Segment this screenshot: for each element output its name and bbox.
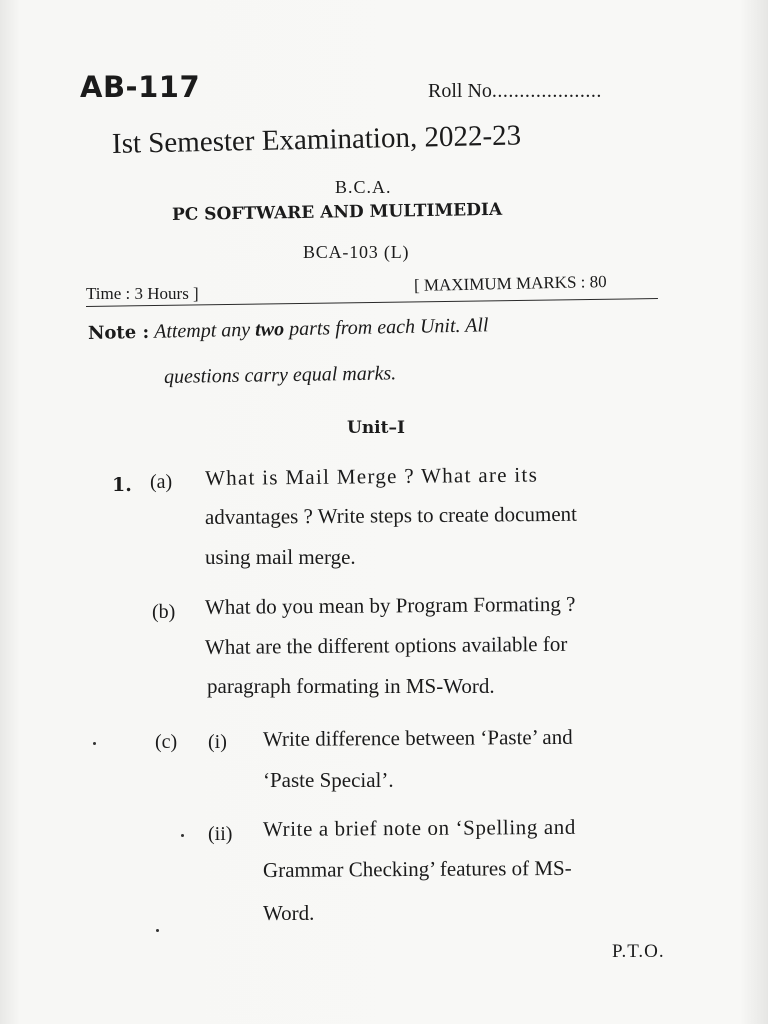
note-text-after: parts from each Unit. All xyxy=(283,314,489,341)
part-c-i-line-2: ‘Paste Special’. xyxy=(263,768,394,792)
part-b-line-2: What are the different options available for xyxy=(204,631,568,659)
part-b-line-3: paragraph formating in MS-Word. xyxy=(207,674,495,698)
roll-dots: .................... xyxy=(491,80,602,102)
part-c-i-line-1: Write difference between ‘Paste’ and xyxy=(262,724,573,751)
part-c-ii-line-3: Word. xyxy=(263,901,315,925)
part-c-label: (c) xyxy=(155,731,178,753)
speck-3 xyxy=(156,929,159,932)
course-code: BCA-103 (L) xyxy=(303,242,410,262)
note-line-2: questions carry equal marks. xyxy=(163,362,397,388)
part-a-line-2: advantages ? Write steps to create document xyxy=(204,501,578,529)
part-a-line-3: using mail merge. xyxy=(205,545,356,569)
part-c-ii-label: (ii) xyxy=(208,823,233,845)
unit-title: Unit–I xyxy=(347,418,405,438)
speck-1 xyxy=(93,742,96,745)
note-emphasis: two xyxy=(254,318,285,341)
part-b-line-1: What do you mean by Program Formating ? xyxy=(204,591,576,619)
part-c-ii-line-2: Grammar Checking’ features of MS- xyxy=(262,855,572,882)
part-a-line-1: What is Mail Merge ? What are its xyxy=(204,462,539,490)
note-line-1 xyxy=(88,314,489,345)
note-label: Note : xyxy=(87,321,150,344)
paper-code: AB-117 xyxy=(80,70,201,104)
part-b-label: (b) xyxy=(152,601,176,623)
subject-title: PC SOFTWARE AND MULTIMEDIA xyxy=(171,199,503,225)
part-a-label: (a) xyxy=(150,471,173,493)
roll-number-field xyxy=(428,80,602,103)
program-name: B.C.A. xyxy=(335,177,392,197)
roll-label: Roll No xyxy=(428,80,492,102)
question-number: 1. xyxy=(112,474,132,496)
note-text-before: Attempt any xyxy=(153,318,256,343)
part-c-ii-line-1: Write a brief note on ‘Spelling and xyxy=(262,814,576,841)
speck-2 xyxy=(181,834,184,837)
page-turn-over: P.T.O. xyxy=(612,941,665,962)
time-allowed: Time : 3 Hours ] xyxy=(86,284,199,303)
part-c-i-label: (i) xyxy=(208,731,227,753)
exam-title: Ist Semester Examination, 2022-23 xyxy=(111,119,522,160)
maximum-marks: [ MAXIMUM MARKS : 80 xyxy=(413,271,607,295)
